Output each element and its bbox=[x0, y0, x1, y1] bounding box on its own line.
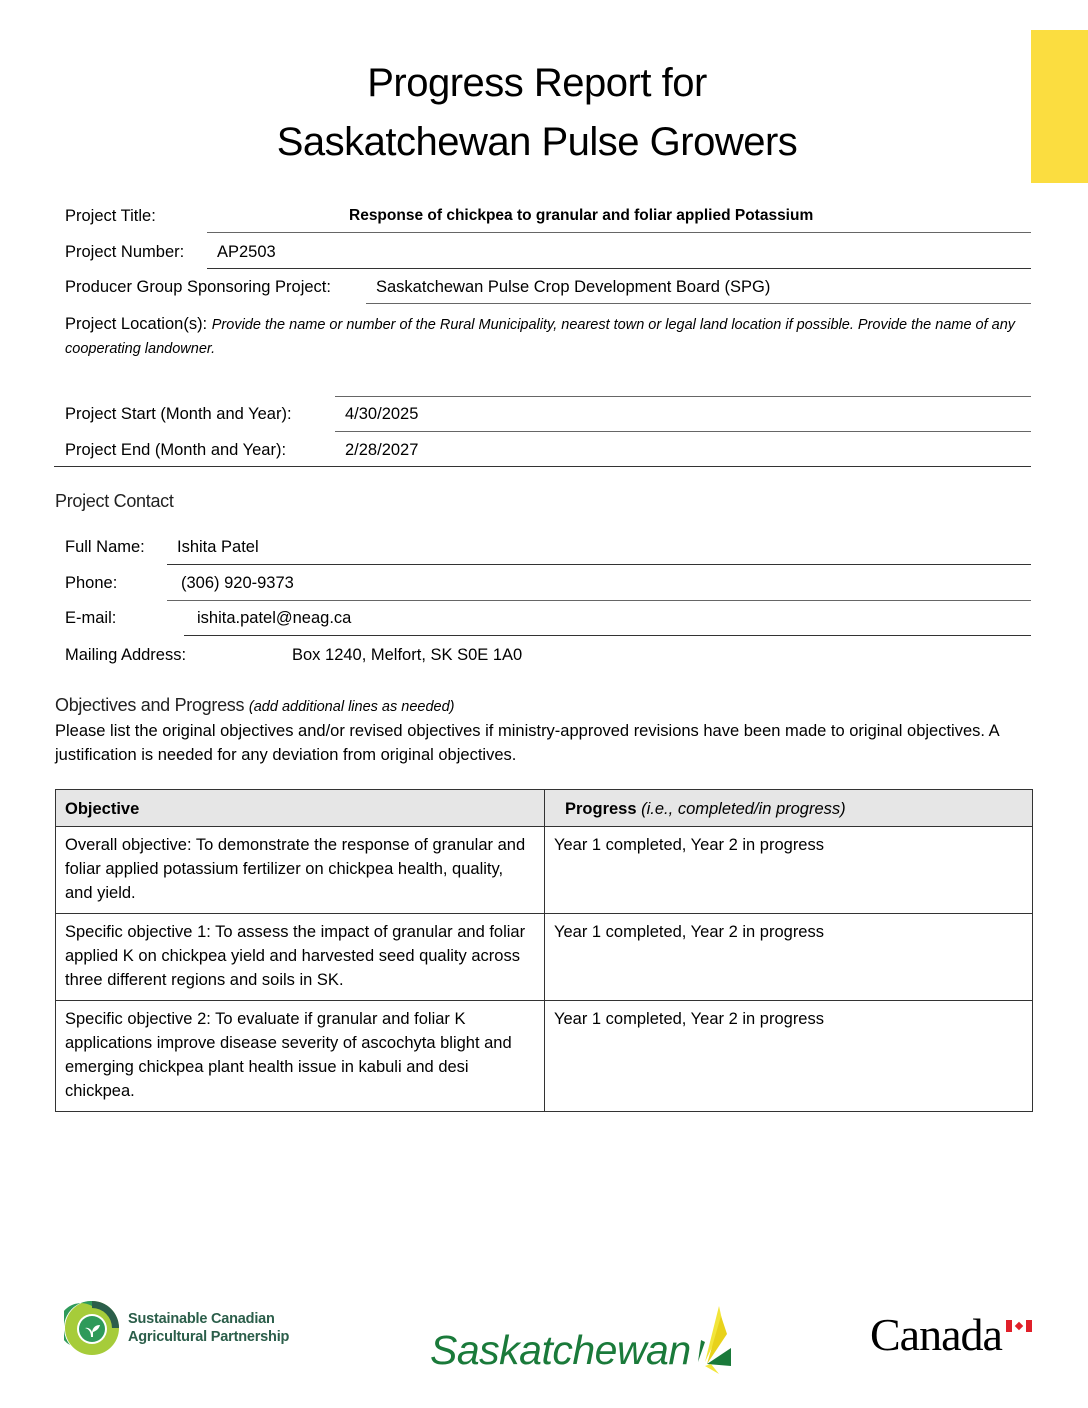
project-title-value[interactable]: Response of chickpea to granular and foliar applied Potassium bbox=[349, 207, 814, 224]
saskatchewan-logo-text: Saskatchewan bbox=[430, 1327, 691, 1373]
report-title-line2: Saskatchewan Pulse Growers bbox=[276, 120, 798, 164]
address-value[interactable]: Box 1240, Melfort, SK S0E 1A0 bbox=[292, 646, 523, 664]
location-instructions: Provide the name or number of the Rural Municipality, nearest town or legal land location if possible. Provide the name of any cooperating landowner. bbox=[65, 317, 1016, 357]
table-row bbox=[56, 1001, 1033, 1112]
objective-column-header: Objective bbox=[56, 790, 545, 827]
phone-label: Phone: bbox=[65, 574, 118, 592]
wheat-sheaf-icon bbox=[693, 1304, 733, 1374]
objective-cell[interactable]: Specific objective 1: To assess the impact of granular and foliar applied K on chickpea yield and harvested seed quality across three different regions and soils in SK. bbox=[56, 914, 545, 1001]
sponsor-underline bbox=[366, 303, 1031, 304]
table-header-row bbox=[56, 790, 1033, 827]
project-title-underline bbox=[207, 232, 1031, 233]
project-number-underline bbox=[207, 268, 1031, 269]
progress-cell[interactable]: Year 1 completed, Year 2 in progress bbox=[545, 914, 1033, 1001]
canada-wordmark bbox=[870, 1310, 1002, 1360]
sponsor-label: Producer Group Sponsoring Project: bbox=[65, 278, 331, 296]
start-label: Project Start (Month and Year): bbox=[65, 405, 292, 423]
end-label: Project End (Month and Year): bbox=[65, 441, 287, 459]
table-row bbox=[56, 827, 1033, 914]
progress-cell[interactable]: Year 1 completed, Year 2 in progress bbox=[545, 1001, 1033, 1112]
start-topline bbox=[335, 396, 1031, 397]
progress-cell[interactable]: Year 1 completed, Year 2 in progress bbox=[545, 827, 1033, 914]
sponsor-value[interactable]: Saskatchewan Pulse Crop Development Board (SPG) bbox=[376, 278, 771, 296]
canada-flag-icon bbox=[1006, 1320, 1032, 1332]
progress-column-header: Progress (i.e., completed/in progress) bbox=[545, 790, 1033, 827]
objectives-heading-text: Objectives and Progress bbox=[55, 695, 245, 715]
sca-circle-leaf-icon bbox=[64, 1300, 120, 1356]
name-underline bbox=[167, 564, 1031, 565]
address-label: Mailing Address: bbox=[65, 646, 187, 664]
start-value[interactable]: 4/30/2025 bbox=[345, 405, 419, 423]
email-value[interactable]: ishita.patel@neag.ca bbox=[197, 609, 352, 627]
phone-underline bbox=[167, 600, 1031, 601]
canada-wordmark-text: Canada bbox=[870, 1309, 1002, 1360]
start-underline bbox=[335, 431, 1031, 432]
objectives-heading-note: (add additional lines as needed) bbox=[248, 699, 455, 715]
sustainable-canadian-agricultural-partnership-logo bbox=[64, 1300, 289, 1356]
sca-logo-text: Sustainable Canadian Agricultural Partnership bbox=[128, 1311, 290, 1345]
end-value[interactable]: 2/28/2027 bbox=[345, 441, 419, 459]
name-value[interactable]: Ishita Patel bbox=[177, 538, 259, 556]
project-title-label: Project Title: bbox=[65, 207, 156, 225]
end-underline bbox=[54, 466, 1031, 467]
objectives-instructions: Please list the original objectives and/or revised objectives if ministry-approved revisions have been made to original objectives. A justification is needed for any deviation from original objectives. bbox=[55, 722, 999, 764]
footer-logos bbox=[0, 1290, 1088, 1380]
report-title-line1: Progress Report for bbox=[367, 61, 707, 105]
location-label: Project Location(s): bbox=[65, 315, 208, 333]
project-number-value[interactable]: AP2503 bbox=[217, 243, 276, 261]
project-location bbox=[65, 313, 1030, 361]
saskatchewan-logo bbox=[430, 1304, 733, 1374]
email-label: E-mail: bbox=[65, 609, 117, 627]
project-number-label: Project Number: bbox=[65, 243, 185, 261]
contact-heading: Project Contact bbox=[55, 491, 174, 511]
table-row bbox=[56, 914, 1033, 1001]
objective-cell[interactable]: Specific objective 2: To evaluate if granular and foliar K applications improve disease severity of ascochyta blight and emerging chickpea plant health issue in kabuli and desi chickpea. bbox=[56, 1001, 545, 1112]
phone-value[interactable]: (306) 920-9373 bbox=[181, 574, 294, 592]
email-underline bbox=[184, 635, 1031, 636]
objectives-table bbox=[55, 789, 1033, 1112]
objective-cell[interactable]: Overall objective: To demonstrate the response of granular and foliar applied potassium fertilizer on chickpea health, quality, and yield. bbox=[56, 827, 545, 914]
objectives-heading bbox=[55, 695, 454, 716]
name-label: Full Name: bbox=[65, 538, 145, 556]
